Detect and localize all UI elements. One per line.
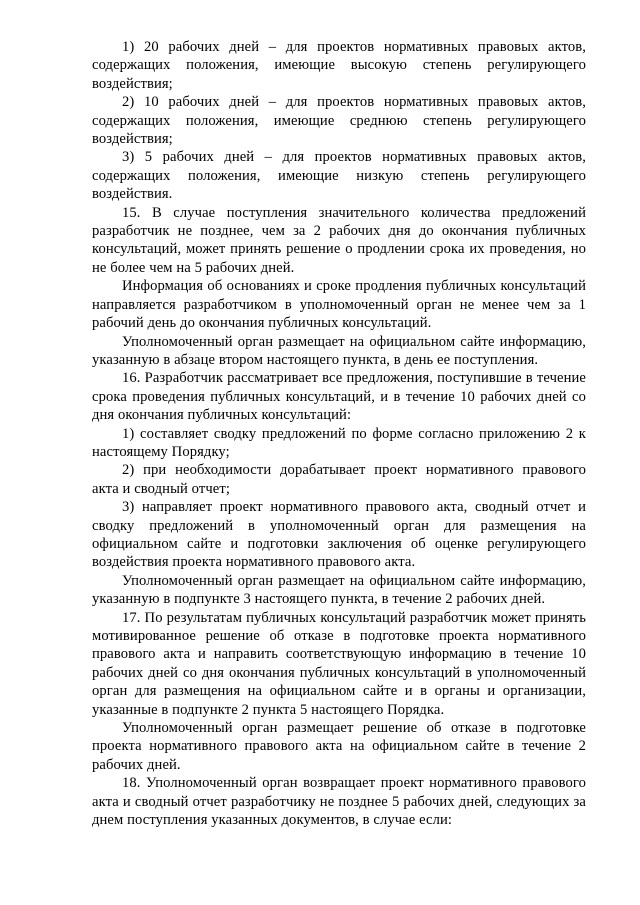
paragraph-term-10-days: 2) 10 рабочих дней – для проектов нормативных правовых актов, содержащих положения, имеющие среднюю степень регулирующего воздействия; bbox=[92, 94, 586, 148]
paragraph-extension-info: Информация об основаниях и сроке продления публичных консультаций направляется разработчиком в уполномоченный орган не менее чем за 1 рабочий день до окончания публичных консультаций. bbox=[92, 278, 586, 332]
paragraph-term-5-days: 3) 5 рабочих дней – для проектов нормативных правовых актов, содержащих положения, имеющие низкую степень регулирующего воздействия. bbox=[92, 149, 586, 203]
paragraph-item-16-sub-2: 2) при необходимости дорабатывает проект нормативного правового акта и сводный отчет; bbox=[92, 462, 586, 497]
paragraph-item-17: 17. По результатам публичных консультаций разработчик может принять мотивированное решение об отказе в подготовке проекта нормативного правового акта и направить соответствующую информацию в течение 10 рабочих дней со дня окончания публичных консультаций в уполномоченный орган для размещения на официальном сайте и в органы и организации, указанные в подпункте 2 пункта 5 настоящего Порядка. bbox=[92, 609, 586, 718]
paragraph-item-18: 18. Уполномоченный орган возвращает проект нормативного правового акта и сводный отчет разработчику не позднее 5 рабочих дней, следующих за днем поступления указанных документов, в случае если: bbox=[92, 775, 586, 829]
paragraph-term-20-days: 1) 20 рабочих дней – для проектов нормативных правовых актов, содержащих положения, имеющие высокую степень регулирующего воздействия; bbox=[92, 39, 586, 92]
paragraph-item-16-sub-3: 3) направляет проект нормативного правового акта, сводный отчет и сводку предложений в уполномоченный орган для размещения на официальном сайте и подготовки заключения об оценке регулирующего воздействия проекта нормативного правового акта. bbox=[92, 499, 586, 571]
document-body bbox=[92, 38, 586, 829]
paragraph-item-15: 15. В случае поступления значительного количества предложений разработчик не позднее, чем за 2 рабочих дня до окончания публичных консультаций, может принять решение о продлении срока их проведения, но не более чем на 5 рабочих дней. bbox=[92, 204, 586, 276]
paragraph-authority-publishes: Уполномоченный орган размещает на официальном сайте информацию, указанную в подпункте 3 настоящего пункта, в течение 2 рабочих дней. bbox=[92, 572, 586, 608]
paragraph-item-16-sub-1: 1) составляет сводку предложений по форме согласно приложению 2 к настоящему Порядку; bbox=[92, 425, 586, 460]
paragraph-item-16: 16. Разработчик рассматривает все предложения, поступившие в течение срока проведения публичных консультаций, и в течение 10 рабочих дней со дня окончания публичных консультаций: bbox=[92, 370, 586, 424]
paragraph-refusal-publication: Уполномоченный орган размещает решение об отказе в подготовке проекта нормативного правового акта на официальном сайте в течение 2 рабочих дней. bbox=[92, 720, 586, 773]
paragraph-publication-on-site: Уполномоченный орган размещает на официальном сайте информацию, указанную в абзаце втором настоящего пункта, в день ее поступления. bbox=[92, 333, 586, 368]
